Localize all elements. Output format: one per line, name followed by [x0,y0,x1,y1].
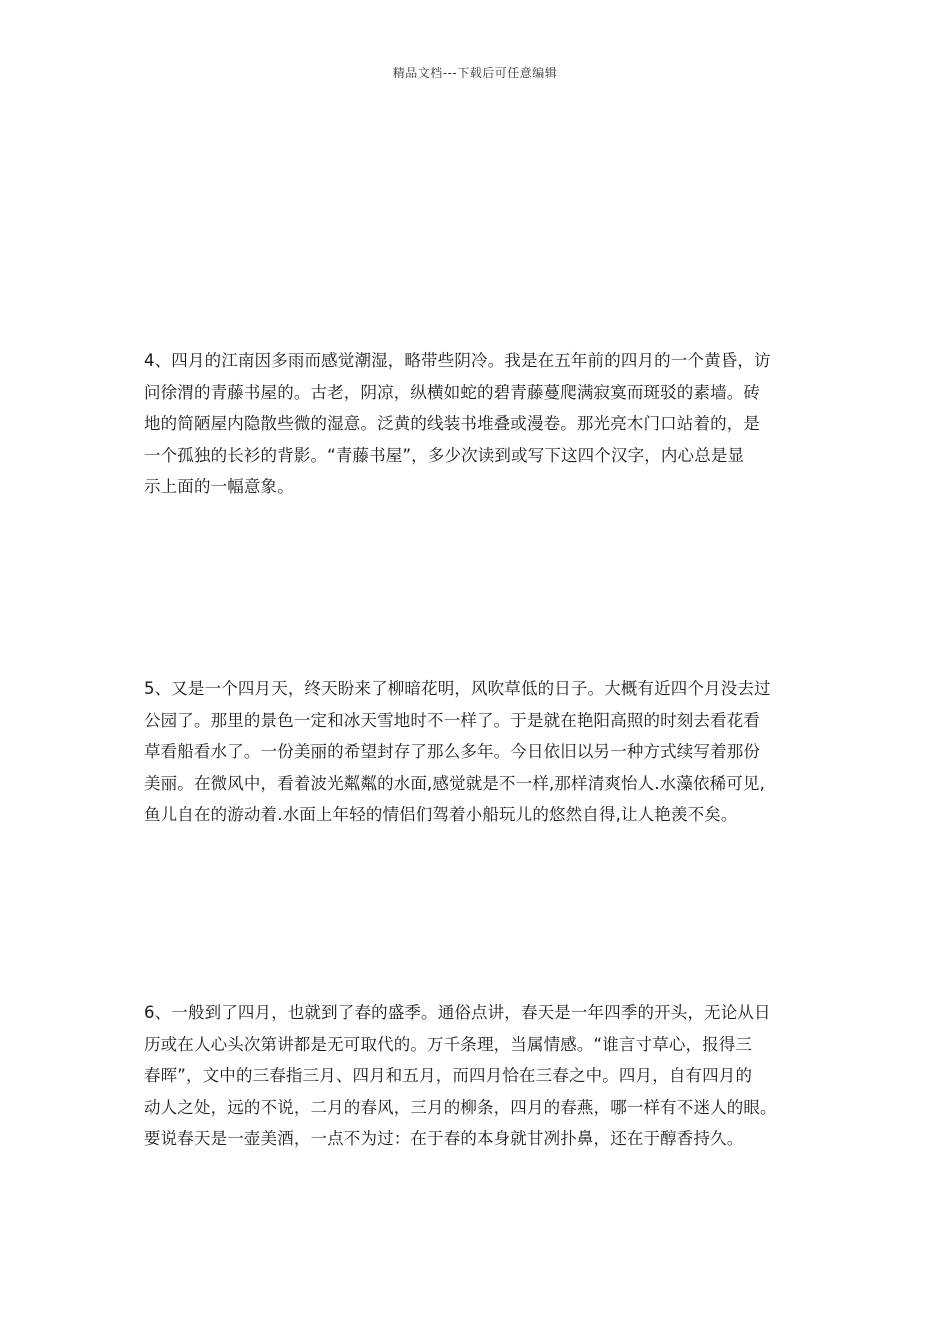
text-line: 5、又是一个四月天，终天盼来了柳暗花明，风吹草低的日子。大概有近四个月没去过 [144,679,771,698]
text-line: 4、四月的江南因多雨而感觉潮湿，略带些阴冷。我是在五年前的四月的一个黄昏，访 [144,351,771,370]
text-line: 鱼儿自在的游动着.水面上年轻的情侣们驾着小船玩儿的悠然自得,让人艳羡不矣。 [144,805,738,825]
paragraph-4 [144,345,808,503]
text-line: 历或在人心头次第讲都是无可取代的。万千条理，当属情感。“谁言寸草心，报得三 [144,1034,753,1054]
text-line: 春晖”，文中的三春指三月、四月和五月，而四月恰在三春之中。四月，自有四月的 [144,1066,753,1086]
text-line: 6、一般到了四月，也就到了春的盛季。通俗点讲，春天是一年四季的开头，无论从日 [144,1003,771,1022]
text-line: 问徐渭的青藤书屋的。古老，阴凉，纵横如蛇的碧青藤蔓爬满寂寞而斑驳的素墙。砖 [144,382,761,402]
text-line: 一个孤独的长衫的背影。“青藤书屋”，多少次读到或写下这四个汉字，内心总是显 [144,445,745,465]
text-line: 美丽。在微风中，看着波光粼粼的水面,感觉就是不一样,那样清爽怡人.水藻依稀可见, [144,773,765,793]
text-line: 动人之处，远的不说，二月的春风，三月的柳条，四月的春燕，哪一样有不迷人的眼。 [144,1097,777,1117]
paragraph-6 [144,997,808,1155]
text-line: 公园了。那里的景色一定和冰天雪地时不一样了。于是就在艳阳高照的时刻去看花看 [144,710,761,730]
text-line: 地的简陋屋内隐散些微的湿意。泛黄的线装书堆叠或漫卷。那光亮木门口站着的，是 [144,414,761,434]
page-header: 精品文档---下载后可任意编辑 [392,66,558,80]
text-line: 示上面的一幅意象。 [144,477,294,497]
paragraph-5 [144,673,808,831]
text-line: 草看船看水了。一份美丽的希望封存了那么多年。今日依旧以另一种方式续写着那份 [144,742,761,762]
text-line: 要说春天是一壶美酒，一点不为过：在于春的本身就甘冽扑鼻，还在于醇香持久。 [144,1129,744,1149]
